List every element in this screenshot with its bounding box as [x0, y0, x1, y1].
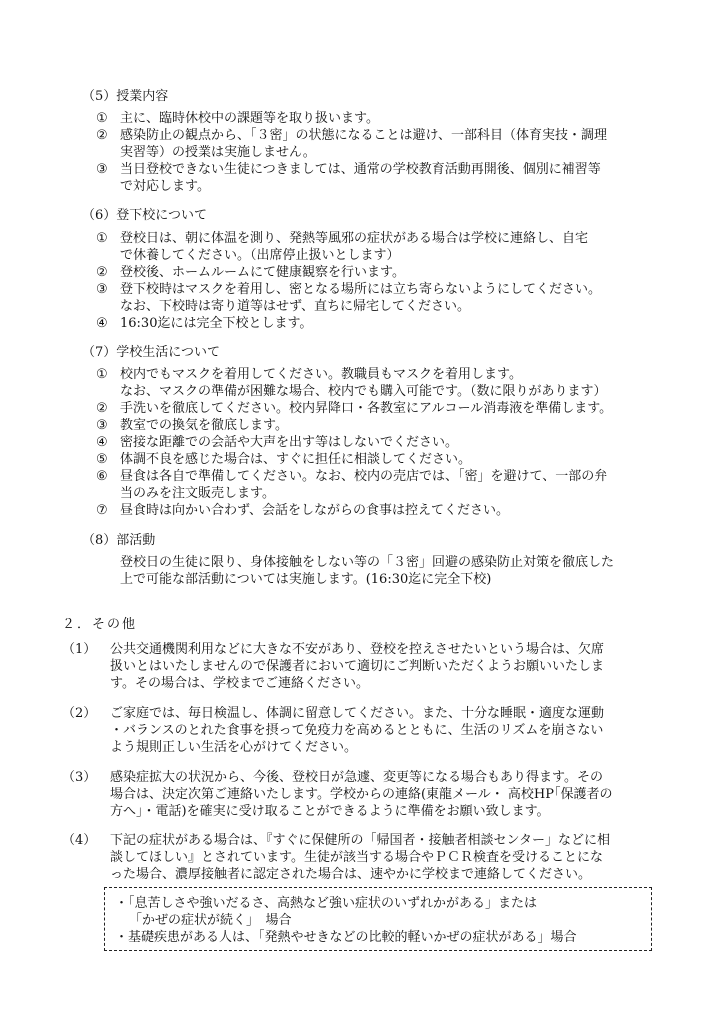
item-number: （1） [62, 642, 97, 657]
item-text: 方へ｣・電話)を確実に受け取ることができるように準備をお願い致します。 [110, 804, 550, 819]
item-number: ③ [96, 282, 108, 297]
body-text: 登校日の生徒に限り、身体接触をしない等の「３密」回避の感染防止対策を徹底した [120, 555, 615, 570]
item-number: ③ [96, 162, 108, 177]
section-8-title: （8）部活動 [82, 533, 156, 548]
item-text: 体調不良を感じた場合は、すぐに担任に相談してください。 [120, 452, 472, 467]
body-text: 上で可能な部活動については実施します。(16:30迄に完全下校) [120, 572, 492, 587]
section-8-body [120, 554, 690, 588]
item-text: 談してほしい』とされています。生徒が該当する場合やＰＣＲ検査を受けることにな [110, 850, 603, 865]
item-text: 当日登校できない生徒につきましては、通常の学校教育活動再開後、個別に補習等 [120, 162, 601, 177]
item-number: ① [96, 111, 108, 126]
item-text: 16:30迄には完全下校とします。 [120, 316, 313, 331]
section-7-title: （7）学校生活について [82, 345, 221, 360]
item-text: ・バランスのとれた食事を摂って免疫力を高めるとともに、生活のリズムを崩さない [110, 723, 604, 738]
item-text: 手洗いを徹底してください。校内昇降口・各教室にアルコール消毒液を準備します。 [120, 401, 613, 416]
item-text: なお、マスクの準備が困難な場合、校内でも購入可能です。（数に限りがあります） [120, 384, 607, 399]
item-text: 公共交通機関利用などに大きな不安があり、登校を控えさせたいという場合は、欠席 [110, 642, 605, 657]
item-text: 密接な距離での会話や大声を出す等はしないでください。 [120, 435, 459, 450]
item-text: 感染防止の観点から、「３密」の状態になることは避け、一部科目（体育実技・調理 [120, 128, 607, 143]
box-text: ・「息苦しさや強いだるさ、高熱など強い症状のいずれかがある」または [115, 896, 537, 911]
item-text: す。その場合は、学校までご連絡ください。 [110, 676, 369, 691]
item-number: ⑥ [96, 469, 108, 484]
item-text: 登校日は、朝に体温を測り、発熱等風邪の症状がある場合は学校に連絡し、自宅 [120, 231, 589, 246]
item-number: ② [96, 401, 108, 416]
item-text: 登校後、ホームルームにて健康観察を行います。 [120, 265, 405, 280]
item-text: 昼食は各自で準備してください。なお、校内の売店では、「密」を避けて、一部の弁 [120, 469, 608, 484]
item-number: ⑦ [96, 503, 108, 518]
section-5-title: （5）授業内容 [82, 89, 169, 104]
item-text: 当のみを注文販売します。 [120, 486, 275, 501]
item-number: ④ [96, 435, 108, 450]
item-text: 扱いとはいたしませんので保護者において適切にご判断いただくようお願いいたしま [110, 659, 605, 674]
box-text: 「かぜの症状が続く」 場合 [129, 913, 292, 928]
item-number: ② [96, 128, 108, 143]
item-number: ④ [96, 316, 108, 331]
item-text: 場合は、決定次第ご連絡いたします。学校からの連絡(東龍メール・ 高校HP｢保護者の [110, 787, 613, 802]
item-number: （3） [62, 770, 97, 785]
item-number: ② [96, 265, 108, 280]
item-text: よう規則正しい生活を心がけてください。 [110, 740, 358, 755]
section-6-title: （6）登下校について [82, 208, 208, 223]
item-text: 登下校時はマスクを着用し、密となる場所には立ち寄らないようにしてください。 [120, 282, 602, 297]
item-text: ご家庭では、毎日検温し、体調に留意してください。また、十分な睡眠・適度な運動 [110, 706, 605, 721]
item-text: った場合、濃厚接触者に認定された場合は、速やかに学校まで連絡してください。 [110, 867, 592, 882]
item-text: 感染症拡大の状況から、今後、登校日が急遽、変更等になる場合もあり得ます。その [110, 770, 603, 785]
item-number: ① [96, 231, 108, 246]
item-text: 教室での換気を徹底します。 [120, 418, 288, 433]
item-number: （2） [62, 706, 97, 721]
box-text: ・基礎疾患がある人は、「発熱やせきなどの比較的軽いかぜの症状がある」場合 [115, 930, 577, 945]
item-number: ③ [96, 418, 108, 433]
item-text: なお、下校時は寄り道等はせず、直ちに帰宅してください。 [120, 299, 470, 314]
item-text: 昼食時は向かい合わず、会話をしながらの食事は控えてください。 [120, 503, 509, 518]
item-text: 主に、臨時休校中の課題等を取り扱います。 [120, 111, 379, 126]
item-text: 下記の症状がある場合は、『すぐに保健所の「帰国者・接触者相談センター」などに相 [110, 833, 610, 848]
item-text: で休養してください。（出席停止扱いとします） [120, 248, 400, 263]
item-text: 校内でもマスクを着用してください。教職員もマスクを着用します。 [120, 367, 522, 382]
item-number: （4） [62, 833, 97, 848]
symptom-box [104, 887, 652, 951]
item-text: で対応します。 [120, 179, 210, 194]
item-number: ⑤ [96, 452, 108, 467]
item-text: 実習等）の授業は実施しません。 [120, 145, 316, 160]
item-number: ① [96, 367, 108, 382]
other-heading: ２．その他 [62, 617, 138, 632]
